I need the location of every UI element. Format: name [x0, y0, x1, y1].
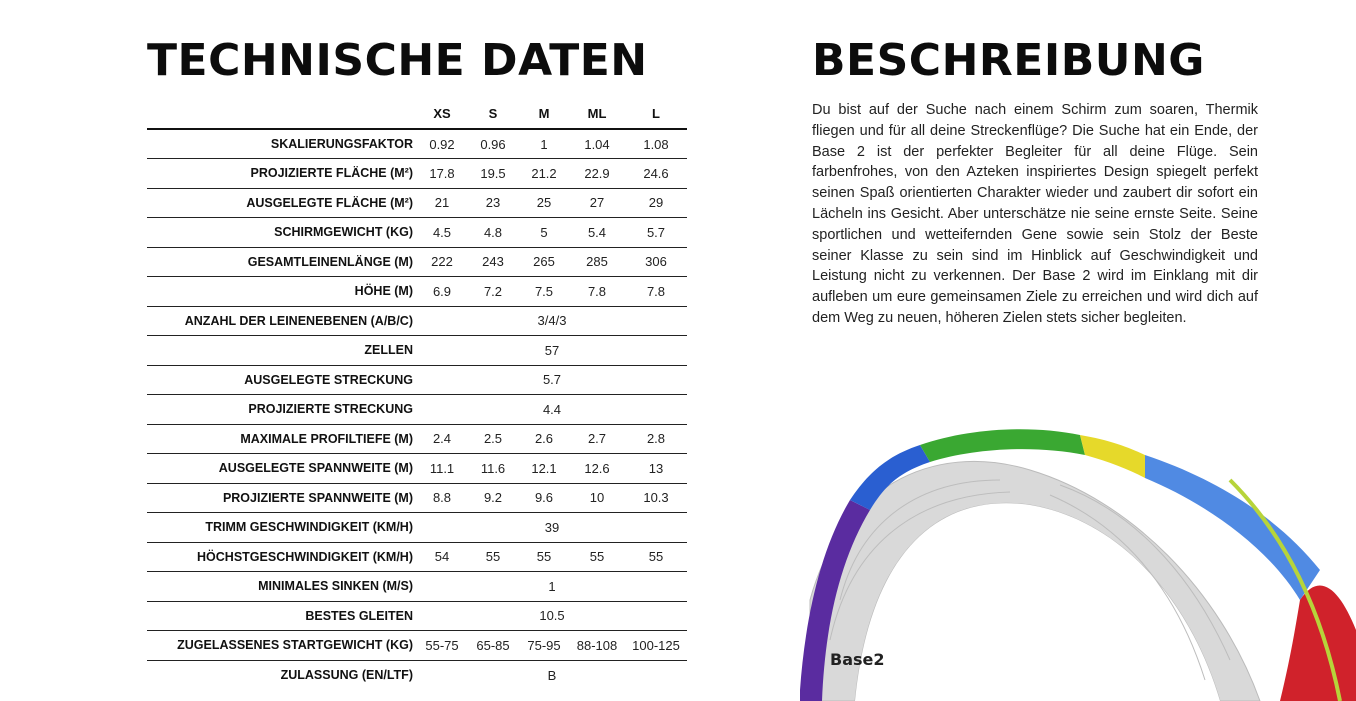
- spec-value: 8.8: [417, 483, 467, 513]
- specs-table: [147, 99, 687, 690]
- spec-value: 88-108: [569, 631, 625, 661]
- description-text: Du bist auf der Suche nach einem Schirm zum soaren, Thermik fliegen und für all deine Streckenflüge? Die Suche hat ein Ende, der Base 2 ist der perfekter Begleiter für all deine Flüge. Sein farbenfrohes, von den Azteken inspiriertes Design spiegelt perfekt seinen Spaß orientierten Charakter wieder und zaubert dir sofort ein Lächeln ins Gesicht. Aber unterschätze nie seine ernste Seite. Seine sportlichen und wetteifernden Gene sowie sein Stolz der Beste seiner Klasse zu sein sind im Hinblick auf Geschwindigkeit und Leistung nicht zu verkennen. Der Base 2 wird im Einklang mit dir aufleben um eure gemeinsamen Ziele zu erreichen und wird dich auf dem Weg zu neuen, höheren Zielen stets sicher begleiten.: [812, 102, 1258, 326]
- glider-red-right: [1280, 586, 1356, 701]
- specs-row: [147, 572, 687, 602]
- spec-value: 2.4: [417, 424, 467, 454]
- spec-value: 55-75: [417, 631, 467, 661]
- specs-row: [147, 660, 687, 690]
- specs-row: [147, 601, 687, 631]
- spec-value: 4.5: [417, 218, 467, 248]
- spec-label: PROJIZIERTE SPANNWEITE (M): [147, 483, 417, 513]
- spec-value: 65-85: [467, 631, 519, 661]
- spec-value: 5.7: [625, 218, 687, 248]
- spec-value: 55: [625, 542, 687, 572]
- spec-value: 7.8: [625, 277, 687, 307]
- spec-value: 0.92: [417, 129, 467, 159]
- specs-row: [147, 424, 687, 454]
- spec-value: 1.08: [625, 129, 687, 159]
- spec-value: 222: [417, 247, 467, 277]
- specs-row: [147, 247, 687, 277]
- spec-value: 3/4/3: [417, 306, 687, 336]
- spec-label: PROJIZIERTE STRECKUNG: [147, 395, 417, 425]
- specs-row: [147, 542, 687, 572]
- specs-row: [147, 513, 687, 543]
- spec-value: 285: [569, 247, 625, 277]
- spec-value: 4.4: [417, 395, 687, 425]
- spec-label: AUSGELEGTE FLÄCHE (M²): [147, 188, 417, 218]
- spec-value: 1: [519, 129, 569, 159]
- glider-yellow-band: [1080, 435, 1145, 478]
- spec-value: 55: [569, 542, 625, 572]
- specs-row: [147, 277, 687, 307]
- specs-row: [147, 483, 687, 513]
- spec-value: 5.7: [417, 365, 687, 395]
- spec-value: 7.8: [569, 277, 625, 307]
- spec-value: 306: [625, 247, 687, 277]
- spec-value: 55: [467, 542, 519, 572]
- spec-value: 12.1: [519, 454, 569, 484]
- spec-label: BESTES GLEITEN: [147, 601, 417, 631]
- spec-value: 13: [625, 454, 687, 484]
- specs-header-row: [147, 99, 687, 129]
- description-title: BESCHREIBUNG: [812, 35, 1205, 86]
- spec-value: 10.3: [625, 483, 687, 513]
- specs-row: [147, 129, 687, 159]
- spec-value: 39: [417, 513, 687, 543]
- spec-value: 57: [417, 336, 687, 366]
- column-header: S: [467, 99, 519, 129]
- spec-value: 11.1: [417, 454, 467, 484]
- spec-value: 1.04: [569, 129, 625, 159]
- technical-data-title: TECHNISCHE DATEN: [147, 35, 648, 86]
- spec-value: 10: [569, 483, 625, 513]
- specs-row: [147, 395, 687, 425]
- spec-label: TRIMM GESCHWINDIGKEIT (KM/H): [147, 513, 417, 543]
- specs-row: [147, 159, 687, 189]
- spec-value: 5.4: [569, 218, 625, 248]
- glider-green-band: [920, 429, 1085, 462]
- specs-row: [147, 454, 687, 484]
- column-header: ML: [569, 99, 625, 129]
- spec-value: 17.8: [417, 159, 467, 189]
- spec-label: MINIMALES SINKEN (M/S): [147, 572, 417, 602]
- spec-value: 2.7: [569, 424, 625, 454]
- spec-label: SCHIRMGEWICHT (KG): [147, 218, 417, 248]
- specs-row: [147, 306, 687, 336]
- spec-label: PROJIZIERTE FLÄCHE (M²): [147, 159, 417, 189]
- spec-value: 9.2: [467, 483, 519, 513]
- spec-value: 4.8: [467, 218, 519, 248]
- spec-value: 7.2: [467, 277, 519, 307]
- column-header: L: [625, 99, 687, 129]
- spec-value: 7.5: [519, 277, 569, 307]
- spec-label: HÖHE (M): [147, 277, 417, 307]
- spec-label: MAXIMALE PROFILTIEFE (M): [147, 424, 417, 454]
- spec-value: 23: [467, 188, 519, 218]
- spec-value: 25: [519, 188, 569, 218]
- specs-row: [147, 336, 687, 366]
- spec-value: 100-125: [625, 631, 687, 661]
- spec-value: 2.6: [519, 424, 569, 454]
- glider-logo: Base2: [830, 650, 885, 669]
- spec-label: ZULASSUNG (EN/LTF): [280, 668, 413, 682]
- spec-value: 29: [625, 188, 687, 218]
- spec-value: 27: [569, 188, 625, 218]
- spec-value: 75-95: [519, 631, 569, 661]
- spec-label: HÖCHSTGESCHWINDIGKEIT (KM/H): [147, 542, 417, 572]
- spec-value: 243: [467, 247, 519, 277]
- spec-value: 12.6: [569, 454, 625, 484]
- spec-value: 6.9: [417, 277, 467, 307]
- spec-value: 1: [417, 572, 687, 602]
- spec-value: 0.96: [467, 129, 519, 159]
- spec-value: 21.2: [519, 159, 569, 189]
- spec-value: 2.5: [467, 424, 519, 454]
- spec-value: 265: [519, 247, 569, 277]
- spec-value: B: [547, 667, 557, 683]
- spec-label: SKALIERUNGSFAKTOR: [147, 129, 417, 159]
- spec-value: 9.6: [519, 483, 569, 513]
- spec-value: 19.5: [467, 159, 519, 189]
- spec-value: 24.6: [625, 159, 687, 189]
- spec-value: 2.8: [625, 424, 687, 454]
- spec-value: 55: [519, 542, 569, 572]
- spec-label: AUSGELEGTE STRECKUNG: [147, 365, 417, 395]
- spec-label: AUSGELEGTE SPANNWEITE (M): [147, 454, 417, 484]
- column-header-empty: [147, 99, 417, 129]
- spec-value: 5: [519, 218, 569, 248]
- paraglider-image: [800, 400, 1356, 701]
- specs-body: [147, 129, 687, 690]
- spec-value: 54: [417, 542, 467, 572]
- spec-value: 21: [417, 188, 467, 218]
- spec-label: GESAMTLEINENLÄNGE (M): [147, 247, 417, 277]
- spec-label: ANZAHL DER LEINENEBENEN (A/B/C): [147, 306, 417, 336]
- spec-label: ZUGELASSENES STARTGEWICHT (KG): [147, 631, 417, 661]
- specs-row: [147, 188, 687, 218]
- specs-row: [147, 631, 687, 661]
- spec-value: 10.5: [417, 601, 687, 631]
- spec-label: ZELLEN: [147, 336, 417, 366]
- spec-value: 22.9: [569, 159, 625, 189]
- column-header: M: [519, 99, 569, 129]
- specs-row: [147, 365, 687, 395]
- specs-row: [147, 218, 687, 248]
- column-header: XS: [417, 99, 467, 129]
- spec-value: 11.6: [467, 454, 519, 484]
